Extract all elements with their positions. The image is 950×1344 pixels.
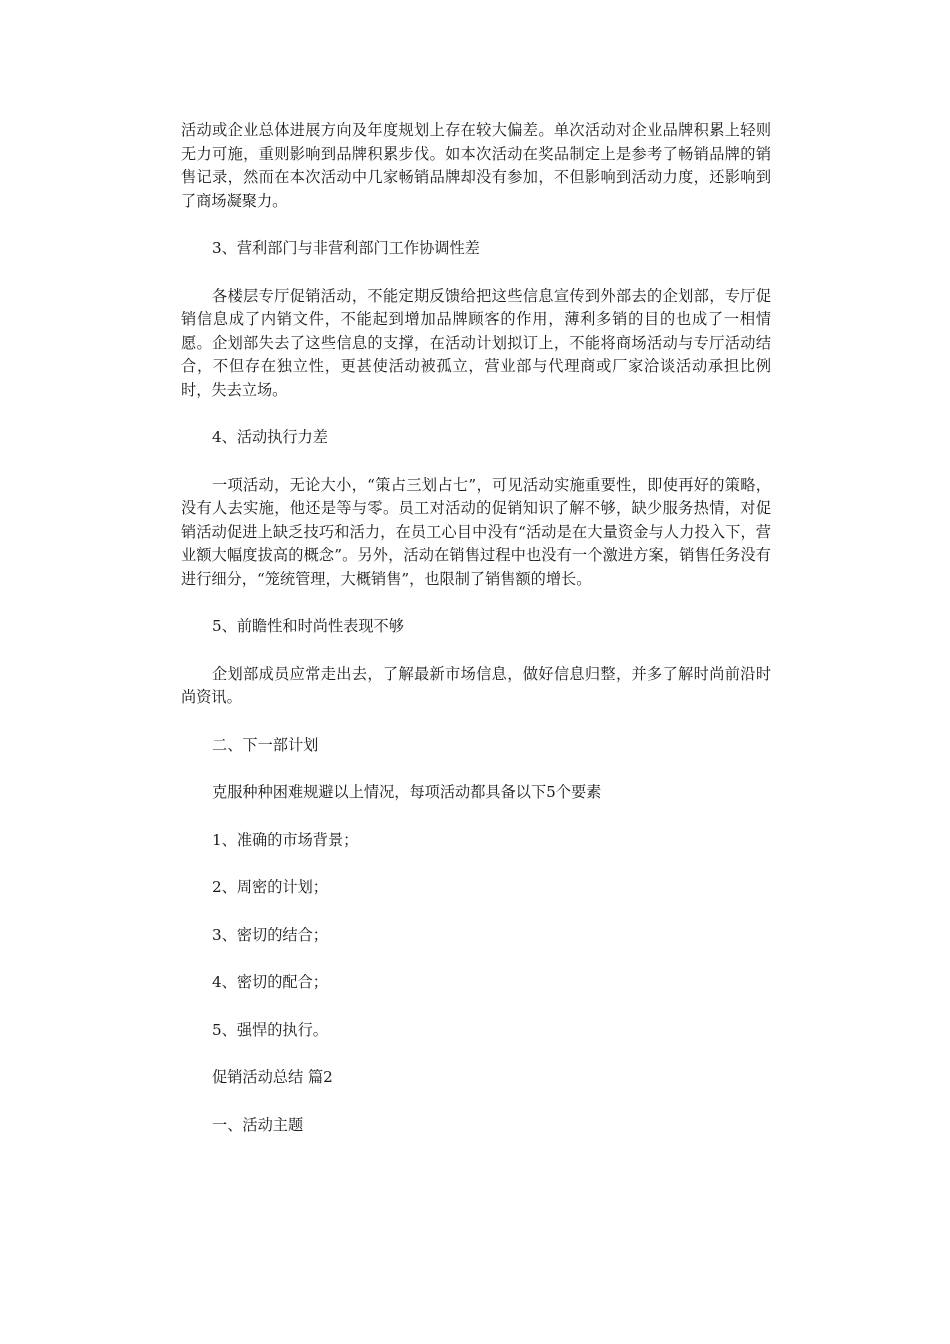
spacer	[181, 900, 771, 924]
spacer	[181, 852, 771, 876]
list-item-3: 3、密切的结合；	[212, 925, 328, 944]
paragraph-five-elements: 克服种种困难规避以上情况，每项活动都具备以下5个要素	[212, 783, 602, 801]
section-heading-5: 5、前瞻性和时尚性表现不够	[212, 617, 404, 635]
spacer	[181, 1090, 771, 1114]
section-heading-activity-theme: 一、活动主题	[212, 1115, 304, 1134]
list-item-4: 4、密切的配合；	[212, 973, 328, 991]
spacer	[181, 639, 771, 663]
spacer	[181, 402, 771, 426]
spacer	[181, 947, 771, 971]
article-title-part2: 促销活动总结 篇2	[212, 1068, 333, 1086]
spacer	[181, 1042, 771, 1066]
spacer	[181, 995, 771, 1019]
list-item-1: 1、准确的市场背景；	[212, 830, 359, 849]
section-heading-next-plan: 二、下一部计划	[212, 735, 319, 754]
section-heading-4: 4、活动执行力差	[212, 428, 328, 446]
spacer	[181, 757, 771, 781]
paragraph-execution: 一项活动，无论大小，“策占三划占七”，可见活动实施重要性，即使再好的策略，没有人去实施，他还是等与零。员工对活动的促销知识了解不够，缺少服务热情，对促销活动促进上缺乏技巧和活力，在员工心目中没有“活动是在大量资金与人力投入下，营业额大幅度拔高的概念”。另外，活动在销售过程中也没有一个激进方案，销售任务没有进行细分，“笼统管理，大概销售”，也限制了销售额的增长。	[181, 475, 771, 588]
spacer	[181, 591, 771, 615]
spacer	[181, 450, 771, 474]
spacer	[181, 805, 771, 829]
paragraph-fashion: 企划部成员应常走出去，了解最新市场信息，做好信息归整，并多了解时尚前沿时尚资讯。	[181, 664, 771, 706]
spacer	[181, 213, 771, 237]
paragraph-coordination: 各楼层专厅促销活动，不能定期反馈给把这些信息宣传到外部去的企划部，专厅促销信息成了内销文件，不能起到增加品牌顾客的作用，薄利多销的目的也成了一相情愿。企划部失去了这些信息的支撑，在活动计划拟订上，不能将商场活动与专厅活动结合，不但存在独立性，更甚使活动被孤立，营业部与代理商或厂家洽谈活动承担比例时，失去立场。	[181, 286, 771, 399]
spacer	[181, 710, 771, 734]
document-page	[181, 119, 771, 1137]
paragraph-intro: 活动或企业总体进展方向及年度规划上存在较大偏差。单次活动对企业品牌积累上轻则无力可施，重则影响到品牌积累步伐。如本次活动在奖品制定上是参考了畅销品牌的销售记录，然而在本次活动中几家畅销品牌却没有参加，不但影响到活动力度，还影响到了商场凝聚力。	[181, 121, 771, 210]
spacer	[181, 261, 771, 285]
list-item-5: 5、强悍的执行。	[212, 1020, 328, 1039]
list-item-2: 2、周密的计划；	[212, 878, 328, 896]
section-heading-3: 3、营利部门与非营利部门工作协调性差	[212, 239, 480, 257]
